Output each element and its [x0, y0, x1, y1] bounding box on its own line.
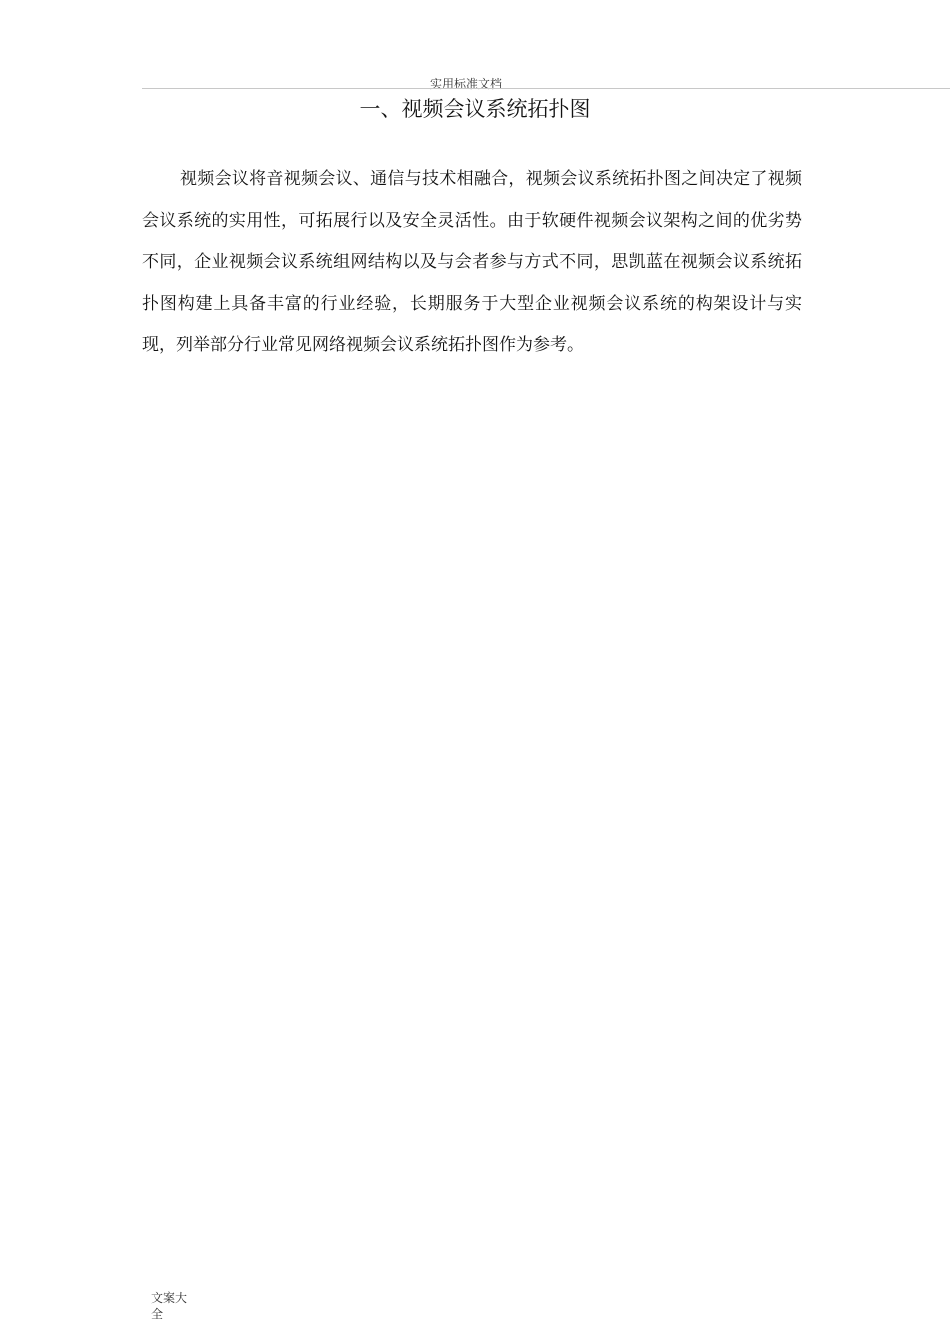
page-footer-text: 文案大全: [151, 1291, 188, 1321]
page-header-text: 实用标准文档: [430, 77, 503, 91]
body-paragraph: 视频会议将音视频会议、通信与技术相融合，视频会议系统拓扑图之间决定了视频会议系统的实用性，可拓展行以及安全灵活性。由于软硬件视频会议架构之间的优劣势不同，企业视频会议系统组网结构以及与会者参与方式不同，思凯蓝在视频会议系统拓扑图构建上具备丰富的行业经验，长期服务于大型企业视频会议系统的构架设计与实现，列举部分行业常见网络视频会议系统拓扑图作为参考。: [142, 169, 802, 355]
section-title: 一、视频会议系统拓扑图: [359, 97, 591, 121]
header-divider: [142, 88, 950, 89]
